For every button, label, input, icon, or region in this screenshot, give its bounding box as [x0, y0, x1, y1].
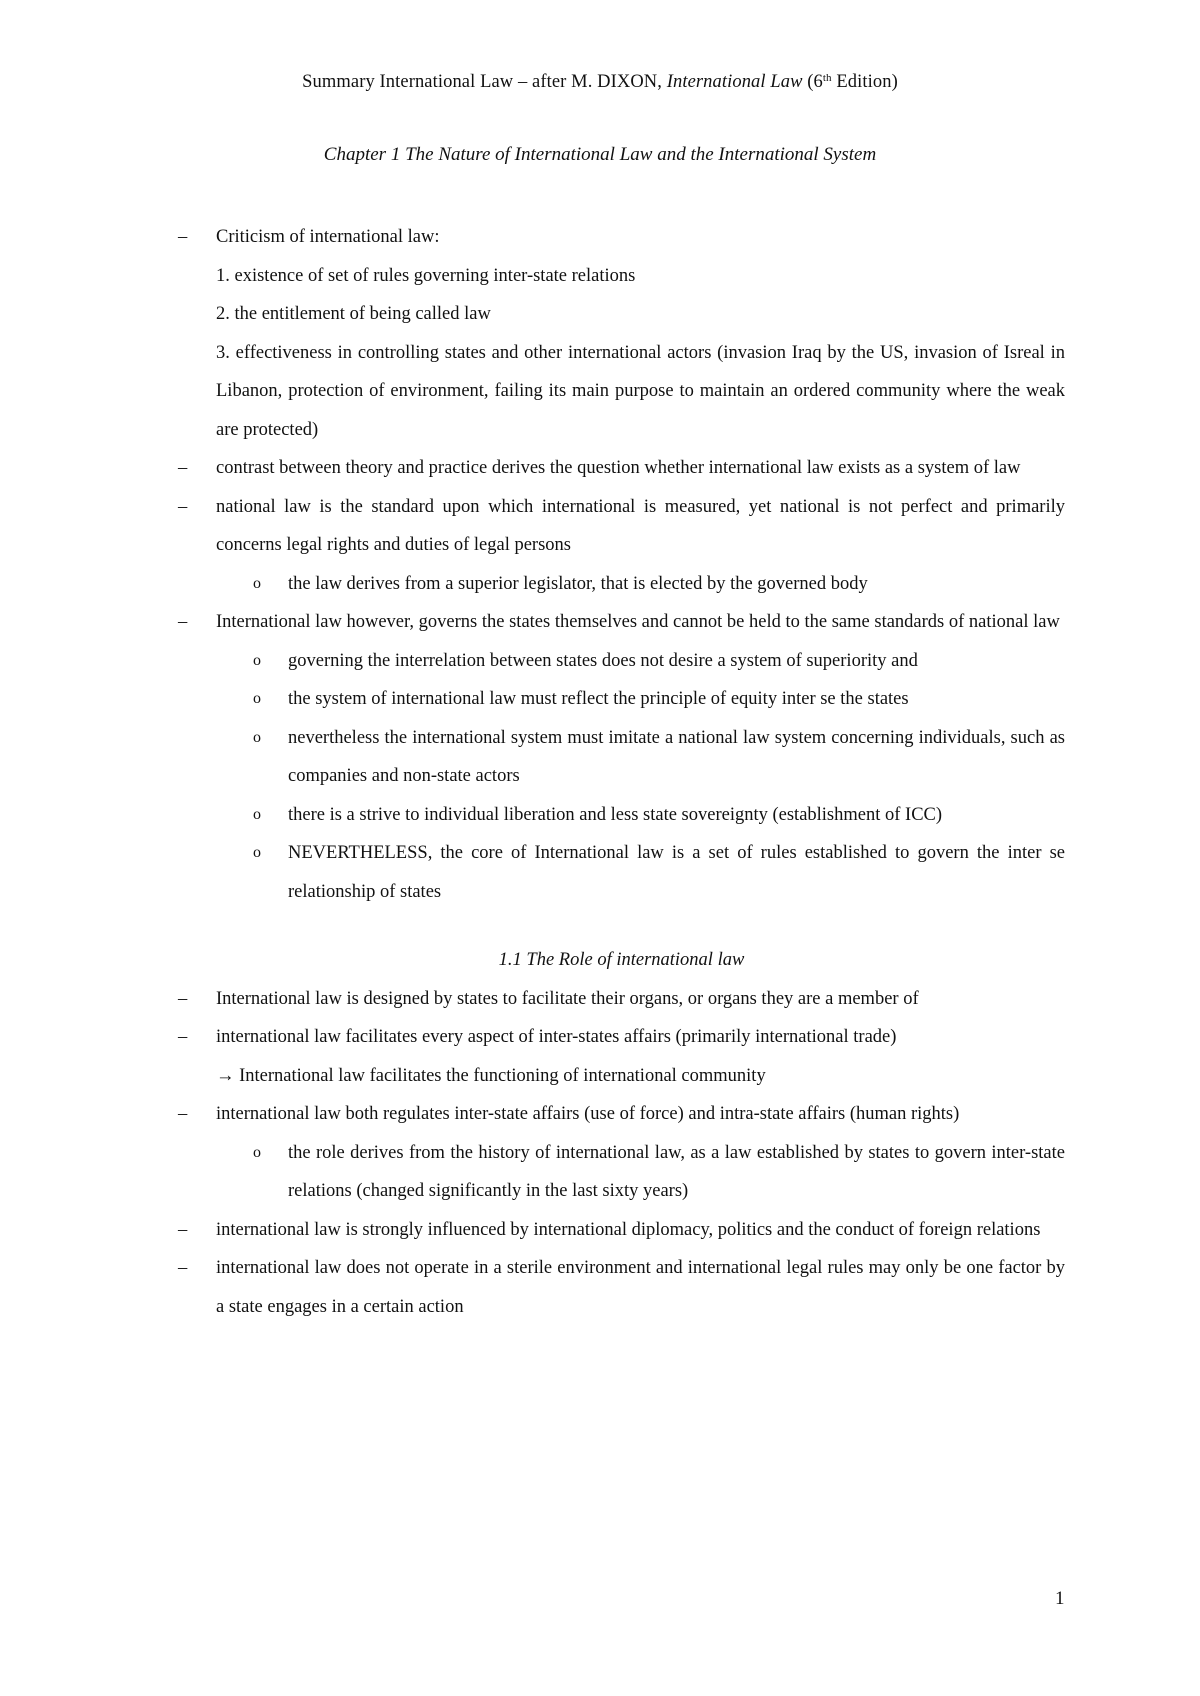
regulates-text: international law both regulates inter-state affairs (use of force) and intra-state affairs (human rights) [216, 1104, 960, 1124]
sub-item-superiority [178, 642, 1065, 681]
dash-marker: – [178, 612, 188, 632]
list-item-national-law [178, 488, 1065, 565]
national-law-text: national law is the standard upon which international is measured, yet national is not perfect and primarily concerns legal rights and duties of legal persons [216, 496, 1065, 555]
sub-item-history [178, 1134, 1065, 1211]
intl-governs-text: International law however, governs the states themselves and cannot be held to the same standards of national law [216, 612, 1060, 632]
chapter-title: Chapter 1 The Nature of International Law and the International System [323, 144, 877, 165]
dash-marker: – [178, 1027, 188, 1047]
sub-item-legislator [178, 565, 1065, 604]
dash-marker: – [178, 1219, 188, 1240]
criticism-point-3: 3. effectiveness in controlling states and other international actors (invasion Iraq by the US, invasion of Isreal in Libanon, protection of environment, failing its main purpose to maintain an ordered community where the weak are protected) [216, 342, 1065, 440]
bullet-marker: o [253, 728, 261, 746]
arrow-text: International law facilitates the functioning of international community [234, 1065, 766, 1086]
sub-item-text: NEVERTHELESS, the core of International law is a set of rules established to govern the inter se relationship of states [288, 843, 1065, 902]
facilitates-text: international law facilitates every aspect of inter-states affairs (primarily international trade) [216, 1027, 897, 1047]
header-book-title: International Law [666, 72, 803, 92]
running-header [0, 72, 1200, 93]
criticism-point-1: 1. existence of set of rules governing inter-state relations [216, 265, 636, 286]
document-body [178, 218, 1065, 1326]
dash-marker: – [178, 227, 188, 247]
criticism-label: Criticism of international law: [216, 227, 440, 247]
sub-item-liberation [178, 796, 1065, 835]
dash-marker: – [178, 1104, 188, 1124]
header-edition-close: Edition) [831, 72, 898, 92]
list-item-intl-governs [178, 603, 1065, 642]
bullet-marker: o [253, 690, 261, 707]
header-edition-open: (6 [802, 72, 823, 92]
designed-text: International law is designed by states to facilitate their organs, or organs they are a member of [216, 988, 919, 1009]
bullet-marker: o [253, 651, 261, 669]
legislator-text: the law derives from a superior legislator, that is elected by the governed body [288, 573, 868, 594]
dash-marker: – [178, 496, 188, 517]
section-spacer [178, 911, 1065, 941]
arrow-icon: → [216, 1065, 235, 1086]
list-item-regulates [178, 1095, 1065, 1134]
sterile-text: international law does not operate in a sterile environment and international legal rules may only be one factor by a state engages in a certain action [216, 1258, 1065, 1317]
sub-item-text: the system of international law must reflect the principle of equity inter se the states [288, 689, 909, 709]
dash-marker: – [178, 458, 188, 478]
list-item-influenced [178, 1211, 1065, 1250]
sub-item-equity [178, 680, 1065, 719]
bullet-marker: o [253, 574, 261, 592]
list-item-contrast [178, 449, 1065, 488]
sub-item-core [178, 834, 1065, 911]
list-item-designed [178, 980, 1065, 1019]
list-item-criticism [178, 218, 1065, 257]
sub-item-text: there is a strive to individual liberation and less state sovereignty (establishment of ICC) [288, 804, 943, 825]
dash-marker: – [178, 988, 188, 1009]
header-prefix: Summary International Law – after M. DIXON, [302, 72, 667, 92]
bullet-marker: o [253, 1143, 261, 1161]
page-number: 1 [1055, 1588, 1065, 1609]
contrast-text: contrast between theory and practice derives the question whether international law exists as a system of law [216, 458, 1021, 478]
dash-marker: – [178, 1258, 188, 1278]
sub-item-imitate [178, 719, 1065, 796]
history-text: the role derives from the history of international law, as a law established by states to govern inter-state relations (changed significantly in the last sixty years) [288, 1142, 1065, 1201]
sub-item-text: governing the interrelation between states does not desire a system of superiority and [288, 650, 918, 671]
header-edition-superscript: th [822, 72, 832, 84]
influenced-text: international law is strongly influenced by international diplomacy, politics and the conduct of foreign relations [216, 1219, 1041, 1240]
sub-item-text: nevertheless the international system must imitate a national law system concerning individuals, such as companies and non-state actors [288, 727, 1065, 786]
list-item-sterile [178, 1249, 1065, 1326]
arrow-line [178, 1057, 1065, 1096]
criticism-point-2: 2. the entitlement of being called law [216, 304, 491, 324]
bullet-marker: o [253, 805, 261, 823]
list-item-facilitates [178, 1018, 1065, 1057]
section-heading: 1.1 The Role of international law [498, 950, 745, 970]
bullet-marker: o [253, 844, 261, 861]
